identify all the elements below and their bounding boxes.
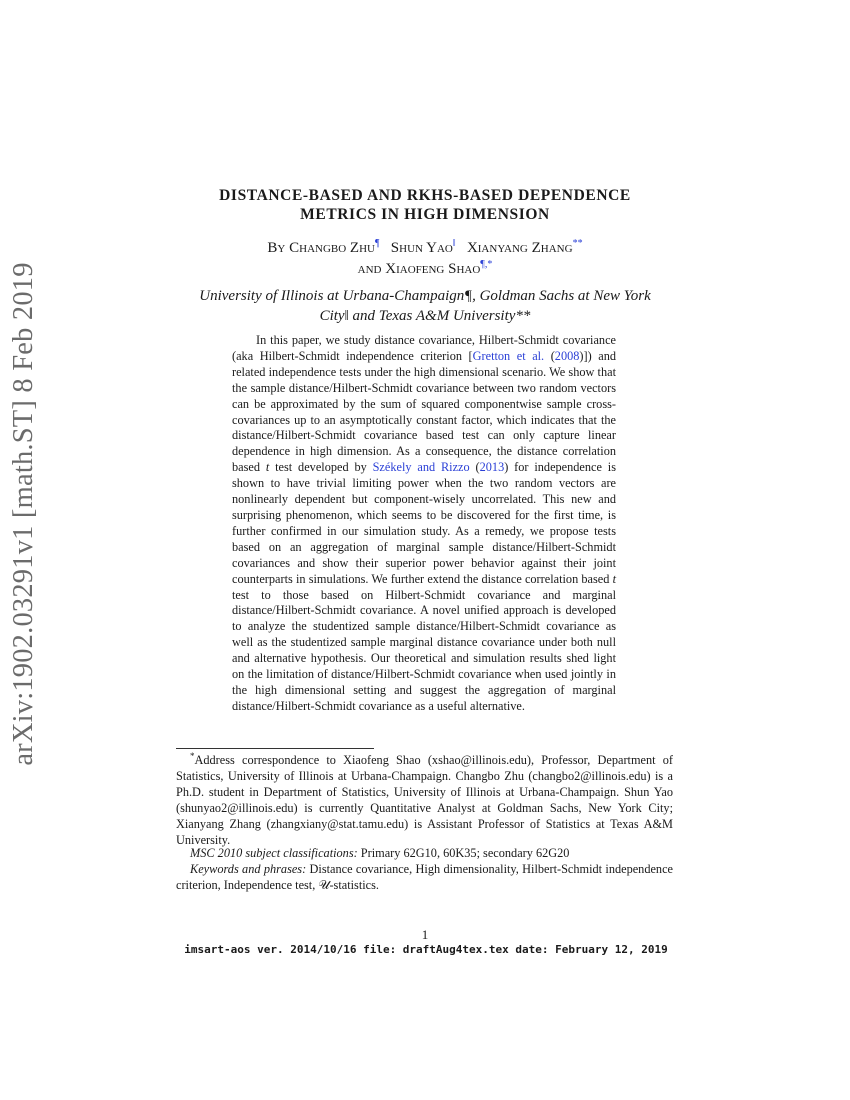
msc-text: Primary 62G10, 60K35; secondary 62G20 (357, 846, 570, 860)
citation-szekely-year[interactable]: 2013 (479, 460, 505, 475)
keywords-label: Keywords and phrases: (190, 862, 307, 876)
keywords (176, 862, 673, 894)
abstract-text-5: test to those based on Hilbert-Schmidt covariance and marginal distance/Hilbert-Schmidt covariance. A novel unified approach is developed to analyze the studentized sample distance/Hilbert-Schmidt covariance as well as the studentized sample marginal distance covariance under both null and alternative hypothesis. Our theoretical and simulation results shed light on the limitation of distance/Hilbert-Schmidt covariance when used jointly in the high dimensional setting and suggest the aggregation of marginal distance/Hilbert-Schmidt covariance as a useful alternative. (232, 587, 616, 713)
msc-classification (176, 846, 673, 862)
author-zhang: Xianyang Zhang (466, 240, 573, 256)
and-label: and (357, 261, 382, 277)
arxiv-identifier: arXiv:1902.03291v1 [math.ST] 8 Feb 2019 (8, 262, 39, 766)
footnote (176, 750, 673, 848)
msc-label: MSC 2010 subject classifications: (190, 846, 358, 860)
abstract-text-4: ) for independence is shown to have trivial limiting power when the two random vectors are nonlinearly dependent but component-wisely uncorrelated. This new and surprising phenomenon, which seems to be discovered for the first time, is further confirmed in our simulation study. As a remedy, we propose tests based on an aggregation of marginal sample distance/Hilbert-Schmidt covariances and show their superior power behavior against their joint counterparts in simulations. We further extend the distance correlation based (232, 460, 617, 586)
paper-title (150, 186, 700, 224)
abstract-text-1b: ( (544, 348, 555, 363)
author-line-1 (150, 238, 700, 259)
abstract-text-2: )]) and related independence tests under the high dimensional scenario. We show that the sample distance/Hilbert-Schmidt covariance between two random vectors can be approximated by the sum of squared componentwise sample cross-covariances up to an asymptotically constant factor, which indicates that the distance/Hilbert-Schmidt covariance based test can only capture linear dependence in high dimension. As a consequence, the distance correlation based (232, 348, 616, 475)
affiliation-line-1: University of Illinois at Urbana-Champaign¶, Goldman Sachs at New York (199, 288, 651, 304)
footnote-text: Address correspondence to Xiaofeng Shao (xshao@illinois.edu), Professor, Department of Statistics, University of Illinois at Urbana-Champaign. Changbo Zhu (changbo2@illinois.edu) is a Ph.D. student in Department of Statistics, University of Illinois at Urbana-Champaign. Shun Yao (shunyao2@illinois.edu) is currently Quantitative Analyst at Goldman Sachs, New York City; Xianyang Zhang (zhangxiany@stat.tamu.edu) is Assistant Professor of Statistics at Texas A&M University. (176, 753, 673, 847)
citation-gretton-year[interactable]: 2008 (554, 348, 580, 363)
author-zhu: Changbo Zhu (289, 240, 375, 256)
author-yao: Shun Yao (390, 240, 453, 256)
footnote-mark: * (190, 750, 195, 761)
title-line-1: DISTANCE-BASED AND RKHS-BASED DEPENDENCE (219, 187, 631, 204)
arxiv-sidebar (2, 262, 46, 766)
by-label: By (267, 240, 286, 256)
t-symbol-2: t (612, 571, 616, 586)
author-yao-mark[interactable]: ‖ (452, 238, 456, 249)
abstract-text-3b: ( (469, 460, 480, 475)
author-line-2 (150, 259, 700, 280)
author-list (150, 238, 700, 280)
author-shao: Xiaofeng Shao (385, 261, 481, 277)
affiliation-line-2: City‖ and Texas A&M University** (319, 308, 531, 324)
author-zhu-mark[interactable]: ¶ (375, 238, 380, 249)
footnote-rule (176, 748, 374, 749)
title-line-2: METRICS IN HIGH DIMENSION (300, 206, 550, 223)
author-shao-mark[interactable]: ¶,* (480, 259, 493, 270)
citation-gretton[interactable]: Gretton et al. (472, 348, 545, 363)
citation-szekely[interactable]: Székely and Rizzo (372, 460, 470, 475)
page-number: 1 (421, 927, 429, 942)
t-symbol-1: t (265, 460, 270, 475)
abstract (232, 333, 616, 715)
affiliations (168, 286, 682, 326)
keywords-text: Distance covariance, High dimensionality, Hilbert-Schmidt independence criterion, Independence test, 𝒰-statistics. (176, 862, 673, 892)
abstract-text-1: In this paper, we study distance covariance, Hilbert-Schmidt covariance (aka Hilbert-Schmidt independence criterion [ (232, 333, 616, 363)
author-zhang-mark[interactable]: ** (572, 238, 583, 249)
document-footer: imsart-aos ver. 2014/10/16 file: draftAug4tex.tex date: February 12, 2019 (184, 943, 668, 956)
abstract-text-3: test developed by (269, 460, 373, 475)
